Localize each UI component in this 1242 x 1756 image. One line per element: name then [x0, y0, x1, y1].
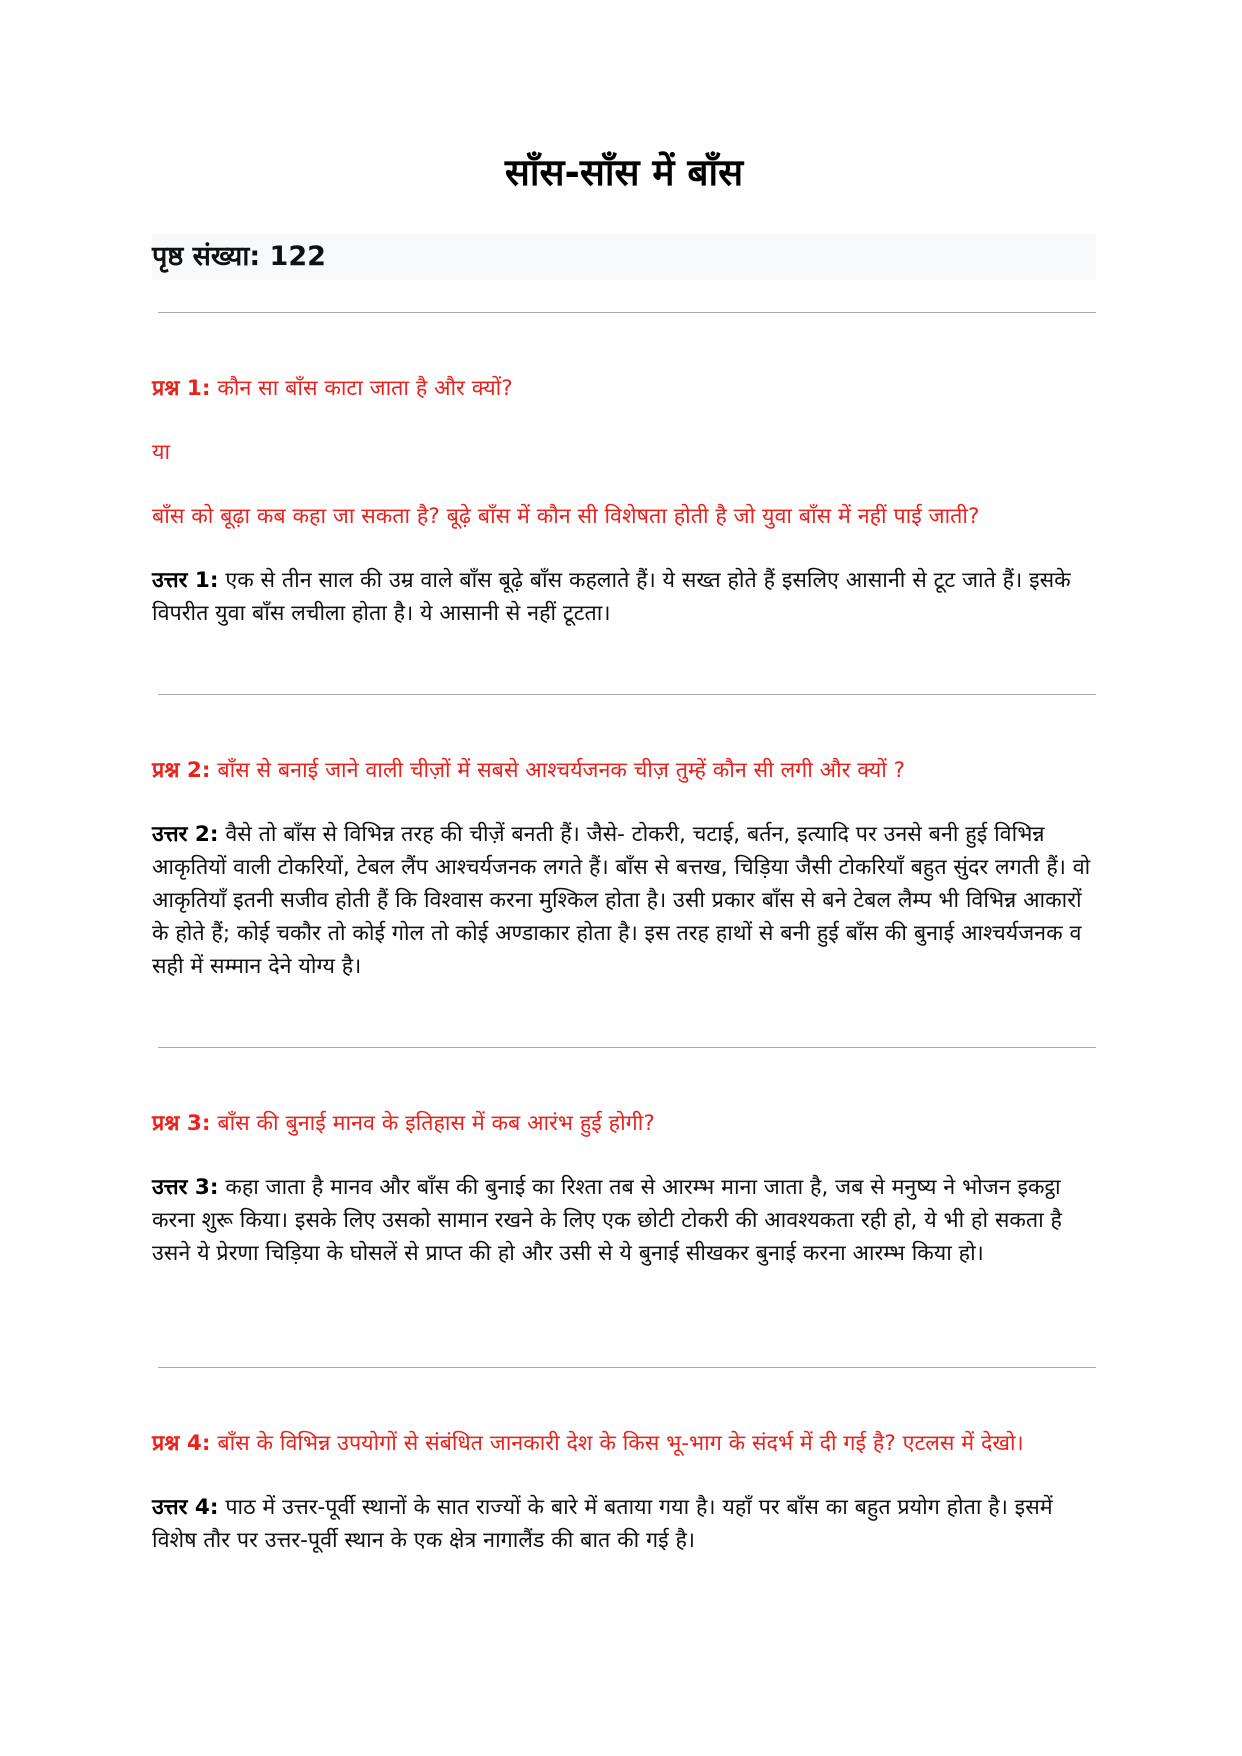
- answer-label: उत्तर 2:: [152, 822, 219, 847]
- or-separator: या: [152, 440, 171, 465]
- answer-text: कहा जाता है मानव और बाँस की बुनाई का रिश्ता तब से आरम्भ माना जाता है, जब से मनुष्य ने भोजन इकट्ठा करना शुरू किया। इसके लिए उसको सामान रखने के लिए एक छोटी टोकरी की आवश्यकता रही हो, ये भी हो सकता है उसने ये प्रेरणा चिड़िया के घोसलें से प्राप्त की हो और उसी से ये बुनाई सीखकर बुनाई करना आरम्भ किया हो।: [152, 1175, 1062, 1266]
- answer-2: [152, 818, 1096, 983]
- answer-label: उत्तर 1:: [152, 568, 219, 593]
- qa-block-3: [152, 1107, 1096, 1270]
- question-1: [152, 372, 1096, 405]
- page-title: साँस-साँस में बाँस: [504, 151, 744, 194]
- answer-label: उत्तर 3:: [152, 1175, 219, 1200]
- qa-block-1: [152, 372, 1096, 630]
- answer-text: पाठ में उत्तर-पूर्वी स्थानों के सात राज्यों के बारे में बताया गया है। यहाँ पर बाँस का बहुत प्रयोग होता है। इसमें विशेष तौर पर उत्तर-पूर्वी स्थान के एक क्षेत्र नागालैंड की बात की गई है।: [152, 1495, 1053, 1553]
- question-text: बाँस से बनाई जाने वाली चीज़ों में सबसे आश्चर्यजनक चीज़ तुम्हें कौन सी लगी और क्यों ?: [210, 758, 906, 783]
- question-label: प्रश्न 1:: [152, 376, 211, 401]
- answer-4: [152, 1491, 1096, 1557]
- page-number-heading: पृष्ठ संख्या: 122: [152, 234, 1096, 280]
- divider: [158, 1047, 1096, 1048]
- question-label: प्रश्न 4:: [152, 1431, 211, 1456]
- question-label: प्रश्न 2:: [152, 758, 211, 783]
- question-text: बाँस के विभिन्न उपयोगों से संबंधित जानकारी देश के किस भू-भाग के संदर्भ में दी गई है? एटलस में देखो।: [210, 1431, 1024, 1456]
- question-text: बाँस की बुनाई मानव के इतिहास में कब आरंभ हुई होगी?: [210, 1111, 655, 1136]
- divider: [158, 694, 1096, 695]
- question-text: कौन सा बाँस काटा जाता है और क्यों?: [210, 376, 513, 401]
- question-4: [152, 1427, 1096, 1460]
- question-1-alternate: बाँस को बूढ़ा कब कहा जा सकता है? बूढ़े बाँस में कौन सी विशेषता होती है जो युवा बाँस में नहीं पाई जाती?: [152, 504, 980, 529]
- question-2: [152, 754, 1096, 787]
- qa-block-4: [152, 1427, 1096, 1557]
- question-3: [152, 1107, 1096, 1140]
- answer-text: वैसे तो बाँस से विभिन्न तरह की चीज़ें बनती हैं। जैसे- टोकरी, चटाई, बर्तन, इत्यादि पर उनसे बनी हुई विभिन्न आकृतियों वाली टोकरियों, टेबल लैंप आश्चर्यजनक लगते हैं। बाँस से बत्तख, चिड़िया जैसी टोकरियाँ बहुत सुंदर लगती हैं। वो आकृतियाँ इतनी सजीव होती हैं कि विश्वास करना मुश्किल होता है। उसी प्रकार बाँस से बने टेबल लैम्प भी विभिन्न आकारों के होते हैं; कोई चकौर तो कोई गोल तो कोई अण्डाकार होता है। इस तरह हाथों से बनी हुई बाँस की बुनाई आश्चर्यजनक व सही में सम्मान देने योग्य है।: [152, 822, 1091, 979]
- answer-3: [152, 1171, 1096, 1270]
- divider: [158, 1367, 1096, 1368]
- answer-label: उत्तर 4:: [152, 1495, 219, 1520]
- qa-block-2: [152, 754, 1096, 983]
- divider: [158, 312, 1096, 313]
- question-label: प्रश्न 3:: [152, 1111, 211, 1136]
- answer-text: एक से तीन साल की उम्र वाले बाँस बूढ़े बाँस कहलाते हैं। ये सख्त होते हैं इसलिए आसानी से टूट जाते हैं। इसके विपरीत युवा बाँस लचीला होता है। ये आसानी से नहीं टूटता।: [152, 568, 1071, 626]
- answer-1: [152, 564, 1096, 630]
